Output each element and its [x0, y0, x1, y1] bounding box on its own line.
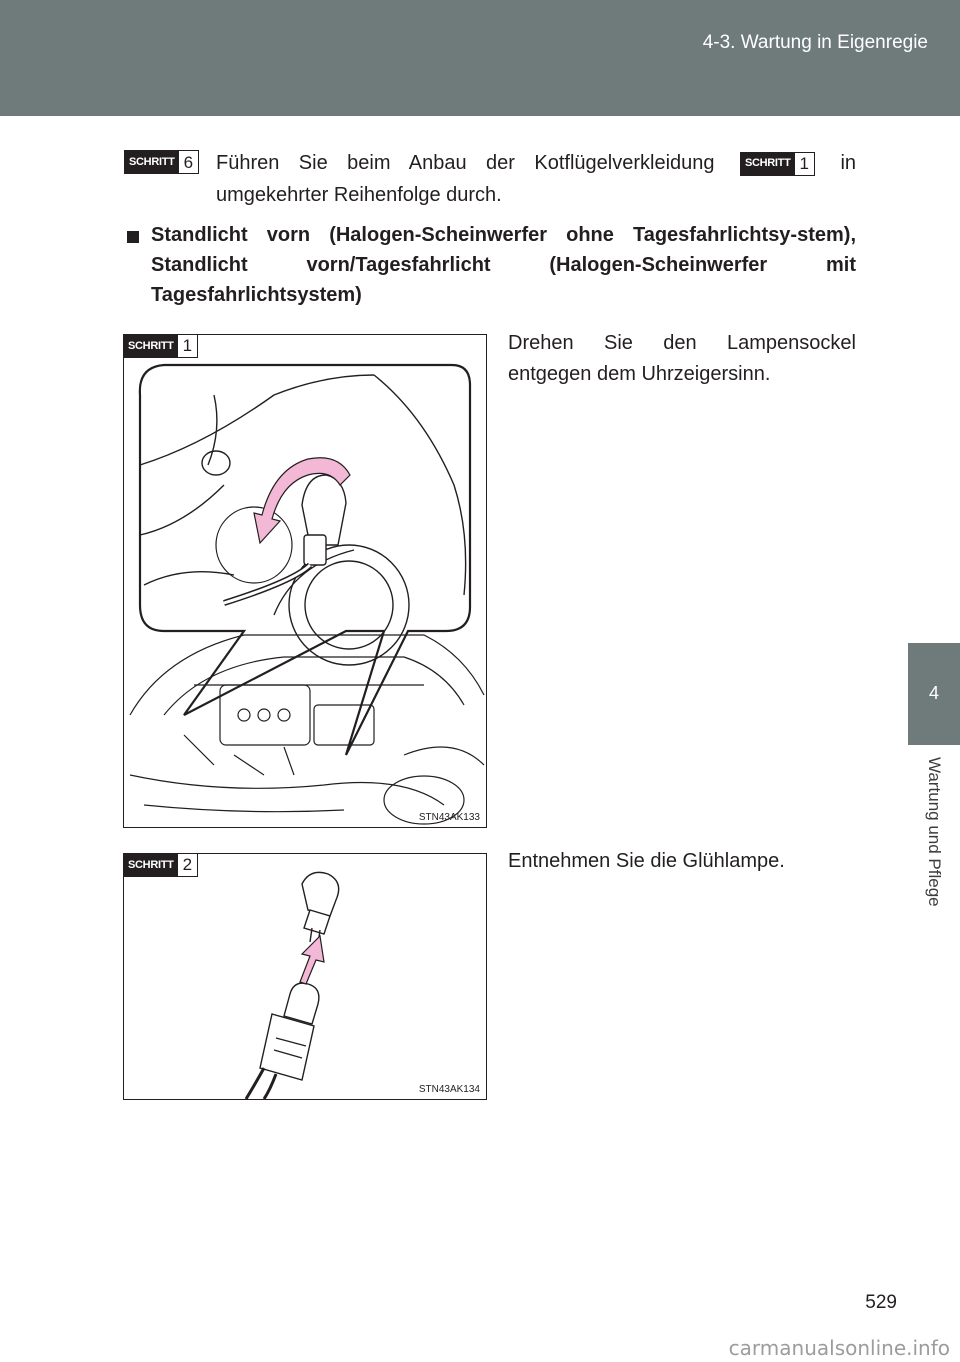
step-2-instruction: Entnehmen Sie die Glühlampe. — [508, 850, 785, 872]
section-heading-text: Standlicht vorn (Halogen-Scheinwerfer ohne Tagesfahrlichtsy-stem), Standlicht vorn/Tagesfahrlicht (Halogen-Scheinwerfer mit Tagesfahrlichtsystem) — [151, 224, 856, 306]
page-number: 529 — [865, 1292, 897, 1313]
chapter-label-container — [884, 745, 960, 945]
step-2-badge — [123, 853, 198, 877]
figure-code: STN43AK134 — [418, 1084, 480, 1095]
step-6-badge — [124, 150, 199, 174]
badge-number: 6 — [183, 152, 194, 172]
badge-number: 2 — [182, 855, 193, 874]
step-6-line-2: umgekehrter Reihenfolge durch. — [216, 184, 502, 206]
badge-word: SCHRITT — [125, 151, 179, 173]
bullet-square-icon — [127, 231, 139, 243]
step-6-line-1 — [216, 146, 856, 181]
step-6-text-before: Führen Sie beim Anbau der Kotflügelverkleidung — [216, 152, 715, 174]
step-ref-badge — [740, 152, 815, 176]
step-1-badge — [123, 334, 198, 358]
figure-code: STN43AK133 — [418, 812, 480, 823]
chapter-number: 4 — [928, 683, 939, 703]
bulb-removal-illustration — [124, 854, 486, 1099]
badge-word: SCHRITT — [124, 335, 178, 357]
badge-word: SCHRITT — [741, 153, 795, 175]
watermark-link[interactable]: carmanualsonline.info — [728, 1336, 950, 1360]
chapter-tab — [908, 643, 960, 745]
figure-step-1 — [123, 334, 487, 828]
section-title: 4-3. Wartung in Eigenregie — [702, 32, 928, 53]
badge-word: SCHRITT — [124, 854, 178, 876]
step-6-text-after: in — [840, 152, 857, 174]
badge-number: 1 — [182, 336, 193, 355]
badge-number: 1 — [799, 154, 809, 174]
figure-step-2 — [123, 853, 487, 1100]
chapter-label: Wartung und Pflege — [925, 757, 944, 907]
step-1-instruction: Drehen Sie den Lampensockel entgegen dem Uhrzeigersinn. — [508, 332, 856, 385]
page-header — [0, 0, 960, 116]
headlight-bulb-illustration — [124, 335, 486, 827]
